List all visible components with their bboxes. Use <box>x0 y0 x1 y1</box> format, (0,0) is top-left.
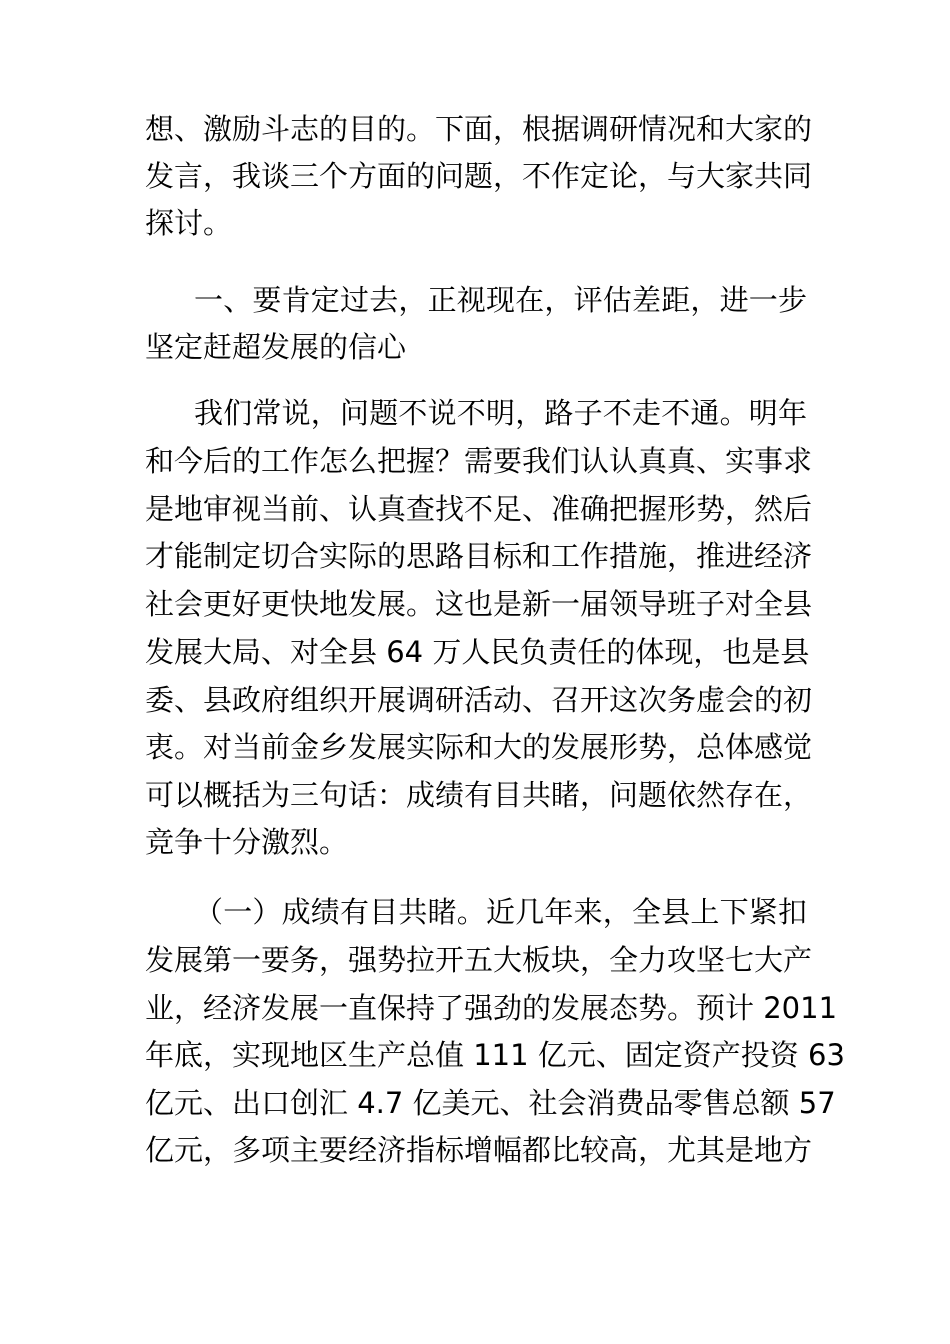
paragraph-line: 社会更好更快地发展。这也是新一届领导班子对全县 <box>145 587 813 621</box>
paragraph-line: 竞争十分激烈。 <box>145 825 349 859</box>
paragraph-line: （一）成绩有目共睹。近几年来，全县上下紧扣 <box>194 895 807 929</box>
section-heading-line: 一、要肯定过去，正视现在，评估差距，进一步 <box>194 283 807 317</box>
paragraph-line: 是地审视当前、认真查找不足、准确把握形势，然后 <box>145 492 813 526</box>
paragraph-line: 发言，我谈三个方面的问题，不作定论，与大家共同 <box>145 159 813 193</box>
paragraph-line: 想、激励斗志的目的。下面，根据调研情况和大家的 <box>145 112 813 146</box>
paragraph-line: 我们常说，问题不说不明，路子不走不通。明年 <box>194 396 807 430</box>
paragraph-line: 年底，实现地区生产总值 111 亿元、固定资产投资 63 <box>145 1038 845 1072</box>
section-heading-line: 坚定赶超发展的信心 <box>145 330 407 364</box>
paragraph-line: 亿元，多项主要经济指标增幅都比较高，尤其是地方 <box>145 1133 813 1167</box>
paragraph-line: 可以概括为三句话：成绩有目共睹，问题依然存在， <box>145 778 813 812</box>
paragraph-line: 发展第一要务，强势拉开五大板块，全力攻坚七大产 <box>145 943 813 977</box>
paragraph-line: 业，经济发展一直保持了强劲的发展态势。预计 2011 <box>145 991 838 1025</box>
paragraph-line: 才能制定切合实际的思路目标和工作措施，推进经济 <box>145 539 813 573</box>
paragraph-line: 发展大局、对全县 64 万人民负责任的体现，也是县 <box>145 635 810 669</box>
paragraph-line: 亿元、出口创汇 4.7 亿美元、社会消费品零售总额 57 <box>145 1086 836 1120</box>
paragraph-line: 委、县政府组织开展调研活动、召开这次务虚会的初 <box>145 683 813 717</box>
paragraph-line: 和今后的工作怎么把握？需要我们认认真真、实事求 <box>145 444 813 478</box>
paragraph-line: 衷。对当前金乡发展实际和大的发展形势，总体感觉 <box>145 730 813 764</box>
paragraph-line: 探讨。 <box>145 206 233 240</box>
